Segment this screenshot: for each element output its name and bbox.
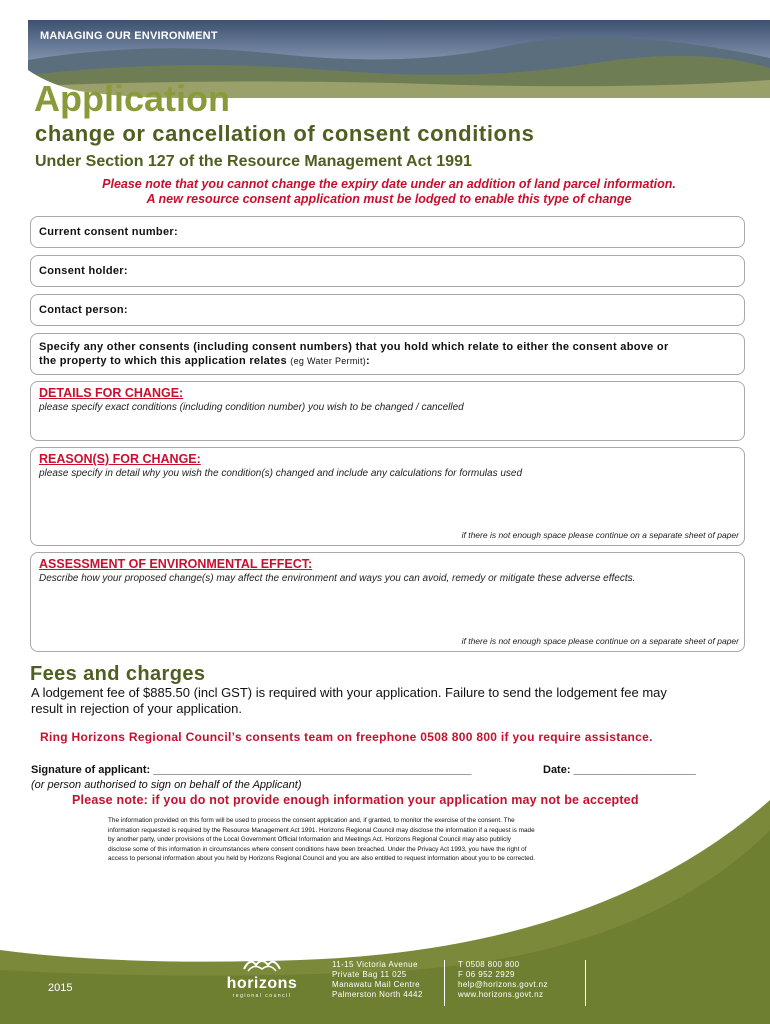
consent-holder-field[interactable] (30, 255, 745, 287)
footer-divider (444, 960, 445, 1006)
reasons-for-change-box[interactable] (30, 447, 745, 546)
privacy-line3: by another party, under provisions of the Local Government Official Information and Meetings Act. Horizons Regional Council may also publicly (108, 836, 511, 843)
expiry-note-line1: Please note that you cannot change the expiry date under an addition of land parcel information. (102, 177, 676, 191)
expiry-note-line2: A new resource consent application must be lodged to enable this type of change (146, 192, 632, 206)
reasons-heading: REASON(S) FOR CHANGE: (39, 452, 201, 466)
horizons-logo (218, 955, 306, 997)
contact-email[interactable]: help@horizons.govt.nz (458, 980, 548, 989)
details-for-change-box[interactable] (30, 381, 745, 441)
other-consents-colon: : (366, 355, 371, 367)
fees-text-line2: result in rejection of your application. (31, 701, 243, 716)
privacy-line2: information requested is required by the Resource Management Act 1991. Horizons Regional Council may disclose the information if a request is made (108, 826, 535, 834)
postal-address (332, 960, 423, 1000)
privacy-line5: access to personal information about you held by Horizons Regional Council and you are also entitled to request information about you to be corrected. (108, 855, 536, 862)
other-consents-example: (eg Water Permit) (290, 356, 367, 366)
other-consents-label (39, 340, 744, 368)
details-heading: DETAILS FOR CHANGE: (39, 386, 184, 400)
reasons-footnote: if there is not enough space please continue on a separate sheet of paper (461, 530, 739, 540)
date-line[interactable]: Date: ____________________ (543, 764, 696, 776)
horizons-logo-icon (218, 955, 306, 975)
contact-phone: T 0508 800 800 (458, 960, 520, 969)
fees-text-line1: A lodgement fee of $885.50 (incl GST) is required with your application. Failure to send the lodgement fee may (31, 685, 667, 700)
privacy-line1: The information provided on this form will be used to process the consent application and, if granted, to monitor the exercise of the consent. The (108, 817, 515, 824)
freephone-note: Ring Horizons Regional Council’s consents team on freephone 0508 800 800 if you require assistance. (40, 730, 653, 744)
contact-website[interactable]: www.horizons.govt.nz (458, 990, 544, 999)
reasons-description: please specify in detail why you wish the condition(s) changed and include any calculations for formulas used (39, 468, 523, 479)
contact-person-field[interactable] (30, 294, 745, 326)
logo-subtext: regional council (232, 993, 292, 999)
other-consents-line1: Specify any other consents (including consent numbers) that you hold which relate to either the consent above or (39, 341, 669, 353)
page-title: Application (34, 78, 230, 119)
footer-divider-right (585, 960, 586, 1006)
assessment-heading: ASSESSMENT OF ENVIRONMENTAL EFFECT: (39, 557, 313, 571)
fees-text (31, 685, 751, 717)
page-subtitle: change or cancellation of consent conditions (35, 121, 535, 146)
fees-title: Fees and charges (30, 663, 206, 685)
other-consents-line2: the property to which this application relates (39, 355, 287, 367)
section-reference: Under Section 127 of the Resource Management Act 1991 (35, 153, 472, 170)
current-consent-number-field[interactable] (30, 216, 745, 248)
form-year: 2015 (48, 982, 73, 994)
signature-line[interactable]: Signature of applicant: ____________________________________________________ (31, 764, 472, 776)
assessment-description: Describe how your proposed change(s) may affect the environment and ways you can avoid, remedy or mitigate these adverse effects. (39, 573, 636, 584)
privacy-statement (108, 816, 675, 864)
details-description: please specify exact conditions (including condition number) you wish to be changed / cancelled (39, 402, 464, 413)
address-line1: 11-15 Victoria Avenue (332, 960, 418, 969)
expiry-note (34, 177, 744, 207)
contact-fax: F 06 952 2929 (458, 970, 515, 979)
consent-holder-label: Consent holder: (39, 265, 128, 277)
address-line4: Palmerston North 4442 (332, 990, 423, 999)
privacy-line4: disclose some of this information in circumstances where consent conditions have been breached. Under the Privacy Act 1993, you have the right of (108, 845, 527, 853)
logo-wordmark: horizons (226, 975, 298, 992)
other-consents-line2-wrap (39, 354, 744, 368)
insufficient-info-note: Please note: if you do not provide enough information your application may not be accepted (72, 793, 639, 807)
contact-details (458, 960, 548, 1000)
address-line2: Private Bag 11 025 (332, 970, 407, 979)
other-consents-field[interactable] (30, 333, 745, 375)
assessment-footnote: if there is not enough space please continue on a separate sheet of paper (461, 636, 739, 646)
current-consent-number-label: Current consent number: (39, 226, 178, 238)
banner-label: MANAGING OUR ENVIRONMENT (40, 30, 218, 42)
contact-person-label: Contact person: (39, 304, 128, 316)
assessment-box[interactable] (30, 552, 745, 652)
authorised-note: (or person authorised to sign on behalf of the Applicant) (31, 779, 302, 791)
address-line3: Manawatu Mail Centre (332, 980, 421, 989)
